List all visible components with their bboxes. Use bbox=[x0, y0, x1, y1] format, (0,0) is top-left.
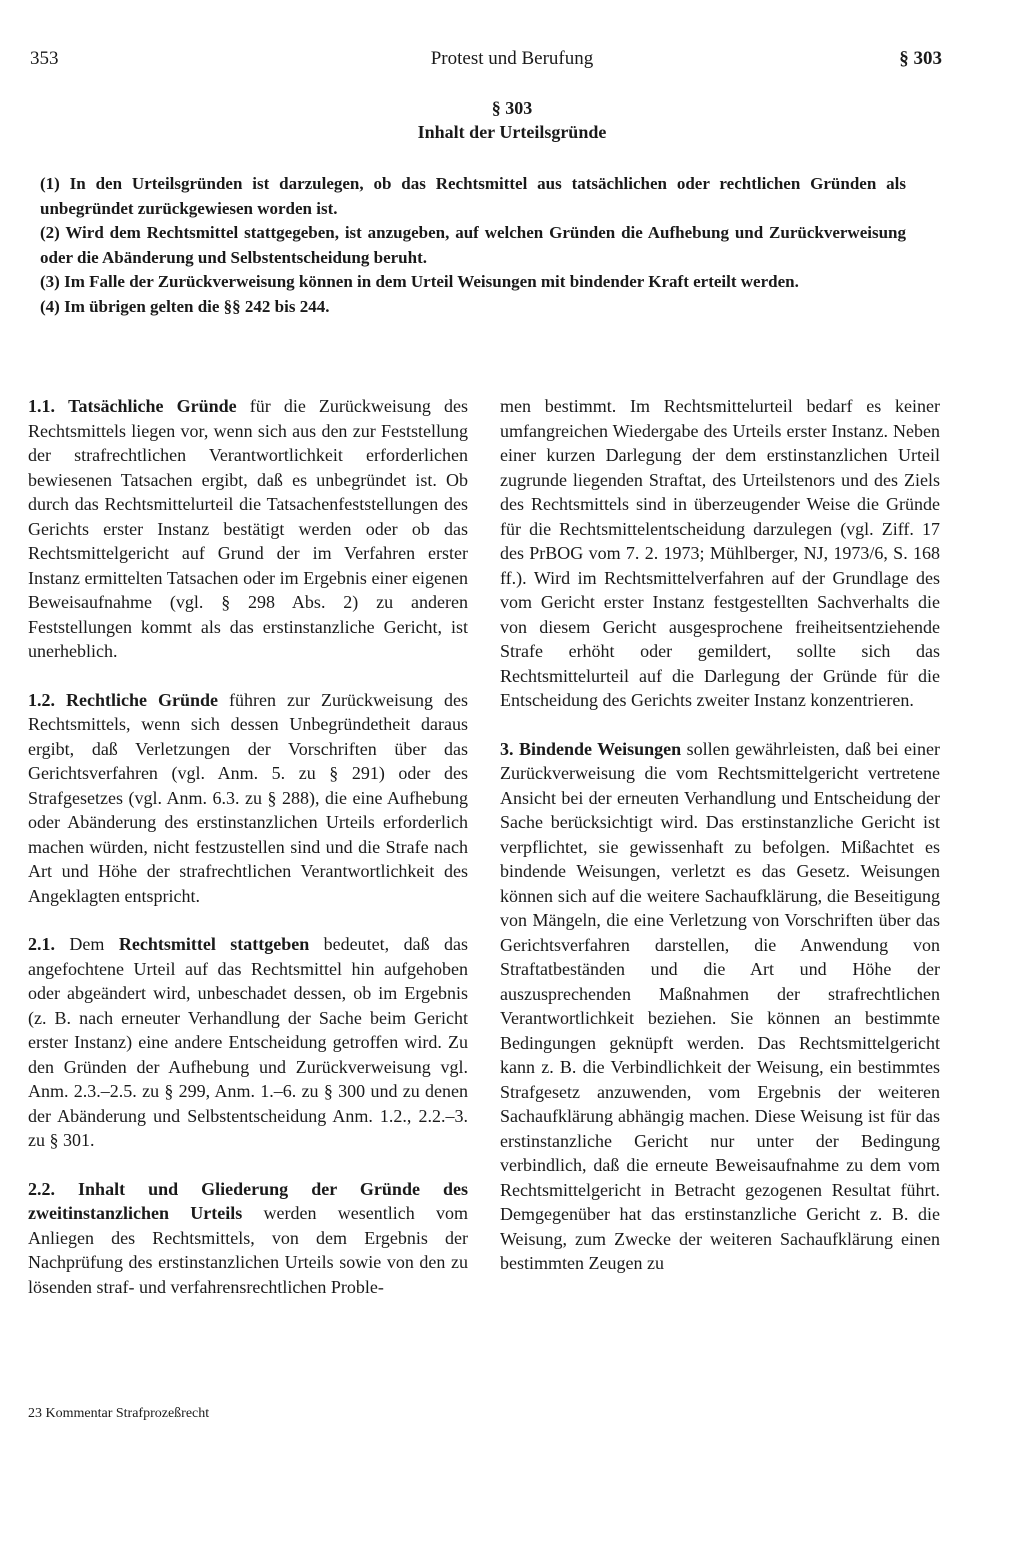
para-term: Bindende Weisungen bbox=[513, 738, 682, 759]
para-number: 2.2. bbox=[28, 1178, 55, 1199]
para-pre: Dem bbox=[55, 934, 119, 954]
commentary-3 bbox=[500, 737, 940, 1276]
commentary-1-2 bbox=[28, 688, 468, 909]
running-title: Protest und Berufung bbox=[430, 48, 594, 69]
para-text: sollen gewährleisten, daß bei einer Zurückverweisung die vom Rechtsmittelgericht vertretene Ansicht bei der erneuten Verhandlung und Entscheidung der Sache berücksichtigt wird. Das erstinstanzliche Gericht ist verpflichtet, sie gewissenhaft zu befolgen. Mißachtet es bindende Weisungen, verletzt es das Gesetz. Weisungen können sich auf die weitere Sachaufklärung, die Beseitigung von Mängeln, die eine Verletzung von Vorschriften über das Gerichtsverfahren darstellen, die Anwendung von Straftatbeständen und die Art und Höhe der auszusprechenden Maßnahmen der strafrechtlichen Verantwortlichkeit beziehen. Sie können an bestimmte Bedingungen geknüpft werden. Das Rechtsmittelgericht kann z. B. die Verbindlichkeit der Weisung, ein bestimmtes Strafgesetz anzuwenden, vom Ergebnis der weiteren Sachaufklärung abhängig machen. Diese Weisung ist für das erstinstanzliche Gericht nur unter der Bedingung verbindlich, daß die erneute Beweisaufnahme zu dem vom Rechtsmittelgericht in Betracht gezogenen Resultat führt. Demgegenüber hat das erstinstanzliche Gericht z. B. die Weisung, zum Zwecke der weiteren Sachaufklärung einen bestimmten Zeugen zu bbox=[500, 738, 940, 1273]
statute-paragraph-4: (4) Im übrigen gelten die §§ 242 bis 244. bbox=[40, 296, 330, 316]
commentary-2-2-continuation: men bestimmt. Im Rechtsmittelurteil bedarf es keiner umfangreichen Wiedergabe des Urteils erster Instanz. Neben einer kurzen Darlegung der dem erstinstanzlichen Urteil zugrunde liegenden Straftat, des Urteilstenors und des Ziels des Rechtsmittels sind in überzeugender Weise die Gründe für die Rechtsmittelentscheidung darzulegen (vgl. Ziff. 17 des PrBOG vom 7. 2. 1973; Mühlberger, NJ, 1973/6, S. 168 ff.). Wird im Rechtsmittelverfahren auf der Grundlage des vom Gericht erster Instanz festgestellten Sachverhalts die von diesem Gericht ausgesprochene freiheitsentziehende Strafe erhöht oder gemildert, sollte sich das Rechtsmittelurteil auf die Darlegung der Gründe für die Entscheidung des Gerichts zweiter Instanz konzentrieren. bbox=[500, 396, 940, 710]
para-number: 3. bbox=[500, 738, 514, 759]
section-number: § 303 bbox=[491, 98, 533, 118]
para-number: 1.1. bbox=[28, 396, 55, 416]
section-title: Inhalt der Urteilsgründe bbox=[417, 122, 607, 142]
para-text: für die Zurückweisung des Rechtsmittels liegen vor, wenn sich aus den zur Feststellung der strafrechtlichen Verantwortlichkeit erforderlichen bewiesenen Tatsachen ergibt, daß es unbegründet ist. Ob durch das Rechtsmittelurteil die Tatsachenfeststellungen des Gerichts erster Instanz bestätigt werden oder ob das Rechtsmittelgericht auf Grund der im Verfahren erster Instanz ermittelten Tatsachen oder im Ergebnis einer eigenen Beweisaufnahme (vgl. § 298 Abs. 2) zu anderen Feststellungen kommt als das erstinstanzliche Gericht, ist unerheblich. bbox=[28, 396, 469, 661]
statute-block bbox=[40, 172, 906, 319]
para-term: Inhalt und Gliederung der Gründe des zweitinstanzlichen Urteils bbox=[28, 1178, 468, 1223]
header-section-ref: § 303 bbox=[899, 48, 942, 69]
para-text: werden wesentlich vom Anliegen des Rechtsmittels, von dem Ergebnis der Nachprüfung des erstinstanzlichen Urteils sowie von den zu lösenden straf- und verfahrensrechtlichen Proble- bbox=[28, 1203, 468, 1297]
right-column bbox=[500, 394, 940, 1300]
statute-paragraph-2: (2) Wird dem Rechtsmittel stattgegeben, ist anzugeben, auf welchen Gründen die Aufhebung und Zurückverweisung oder die Abänderung und Selbstentscheidung beruht. bbox=[40, 223, 906, 267]
left-column bbox=[28, 394, 468, 1323]
para-number: 1.2. bbox=[28, 689, 55, 710]
statute-paragraph-3: (3) Im Falle der Zurückverweisung können in dem Urteil Weisungen mit bindender Kraft erteilt werden. bbox=[40, 272, 799, 291]
para-term: Rechtliche Gründe bbox=[66, 689, 219, 710]
para-text: bedeutet, daß das angefochtene Urteil auf das Rechtsmittel hin aufgehoben oder abgeändert wird, unbeschadet dessen, ob im Ergebnis (z. B. nach erneuter Verhandlung der Sache beim Gericht erster Instanz) eine andere Entscheidung getroffen wird. Zu den Gründen der Aufhebung und Zurückverweisung vgl. Anm. 2.3.–2.5. zu § 299, Anm. 1.–6. zu § 300 und zu denen der Abänderung und Selbstentscheidung Anm. 1.2., 2.2.–3. zu § 301. bbox=[28, 934, 469, 1150]
para-number: 2.1. bbox=[28, 934, 55, 954]
commentary-2-2 bbox=[28, 1177, 468, 1300]
para-term: Rechtsmittel stattgeben bbox=[118, 934, 310, 954]
para-text: führen zur Zurückweisung des Rechtsmittels, wenn sich dessen Unbegründetheit daraus ergibt, daß Verletzungen der Vorschriften über das Gerichtsverfahren (vgl. Anm. 5. zu § 291) oder des Strafgesetzes (vgl. Anm. 6.3. zu § 288), die eine Aufhebung oder Abänderung des erstinstanzlichen Urteils erforderlich machen würden, nicht festzustellen sind und die Strafe nach Art und Höhe der strafrechtlichen Verantwortlichkeit des Angeklagten entspricht. bbox=[28, 689, 468, 906]
commentary-2-1 bbox=[28, 932, 468, 1153]
para-term: Tatsächliche Gründe bbox=[68, 396, 237, 416]
statute-paragraph-1: (1) In den Urteilsgründen ist darzulegen, ob das Rechtsmittel aus tatsächlichen oder rechtlichen Gründen als unbegründet zurückgewiesen worden ist. bbox=[40, 174, 906, 218]
commentary-1-1 bbox=[28, 394, 468, 664]
page-footer: 23 Kommentar Strafprozeßrecht bbox=[28, 1406, 210, 1421]
page-number: 353 bbox=[30, 48, 59, 69]
